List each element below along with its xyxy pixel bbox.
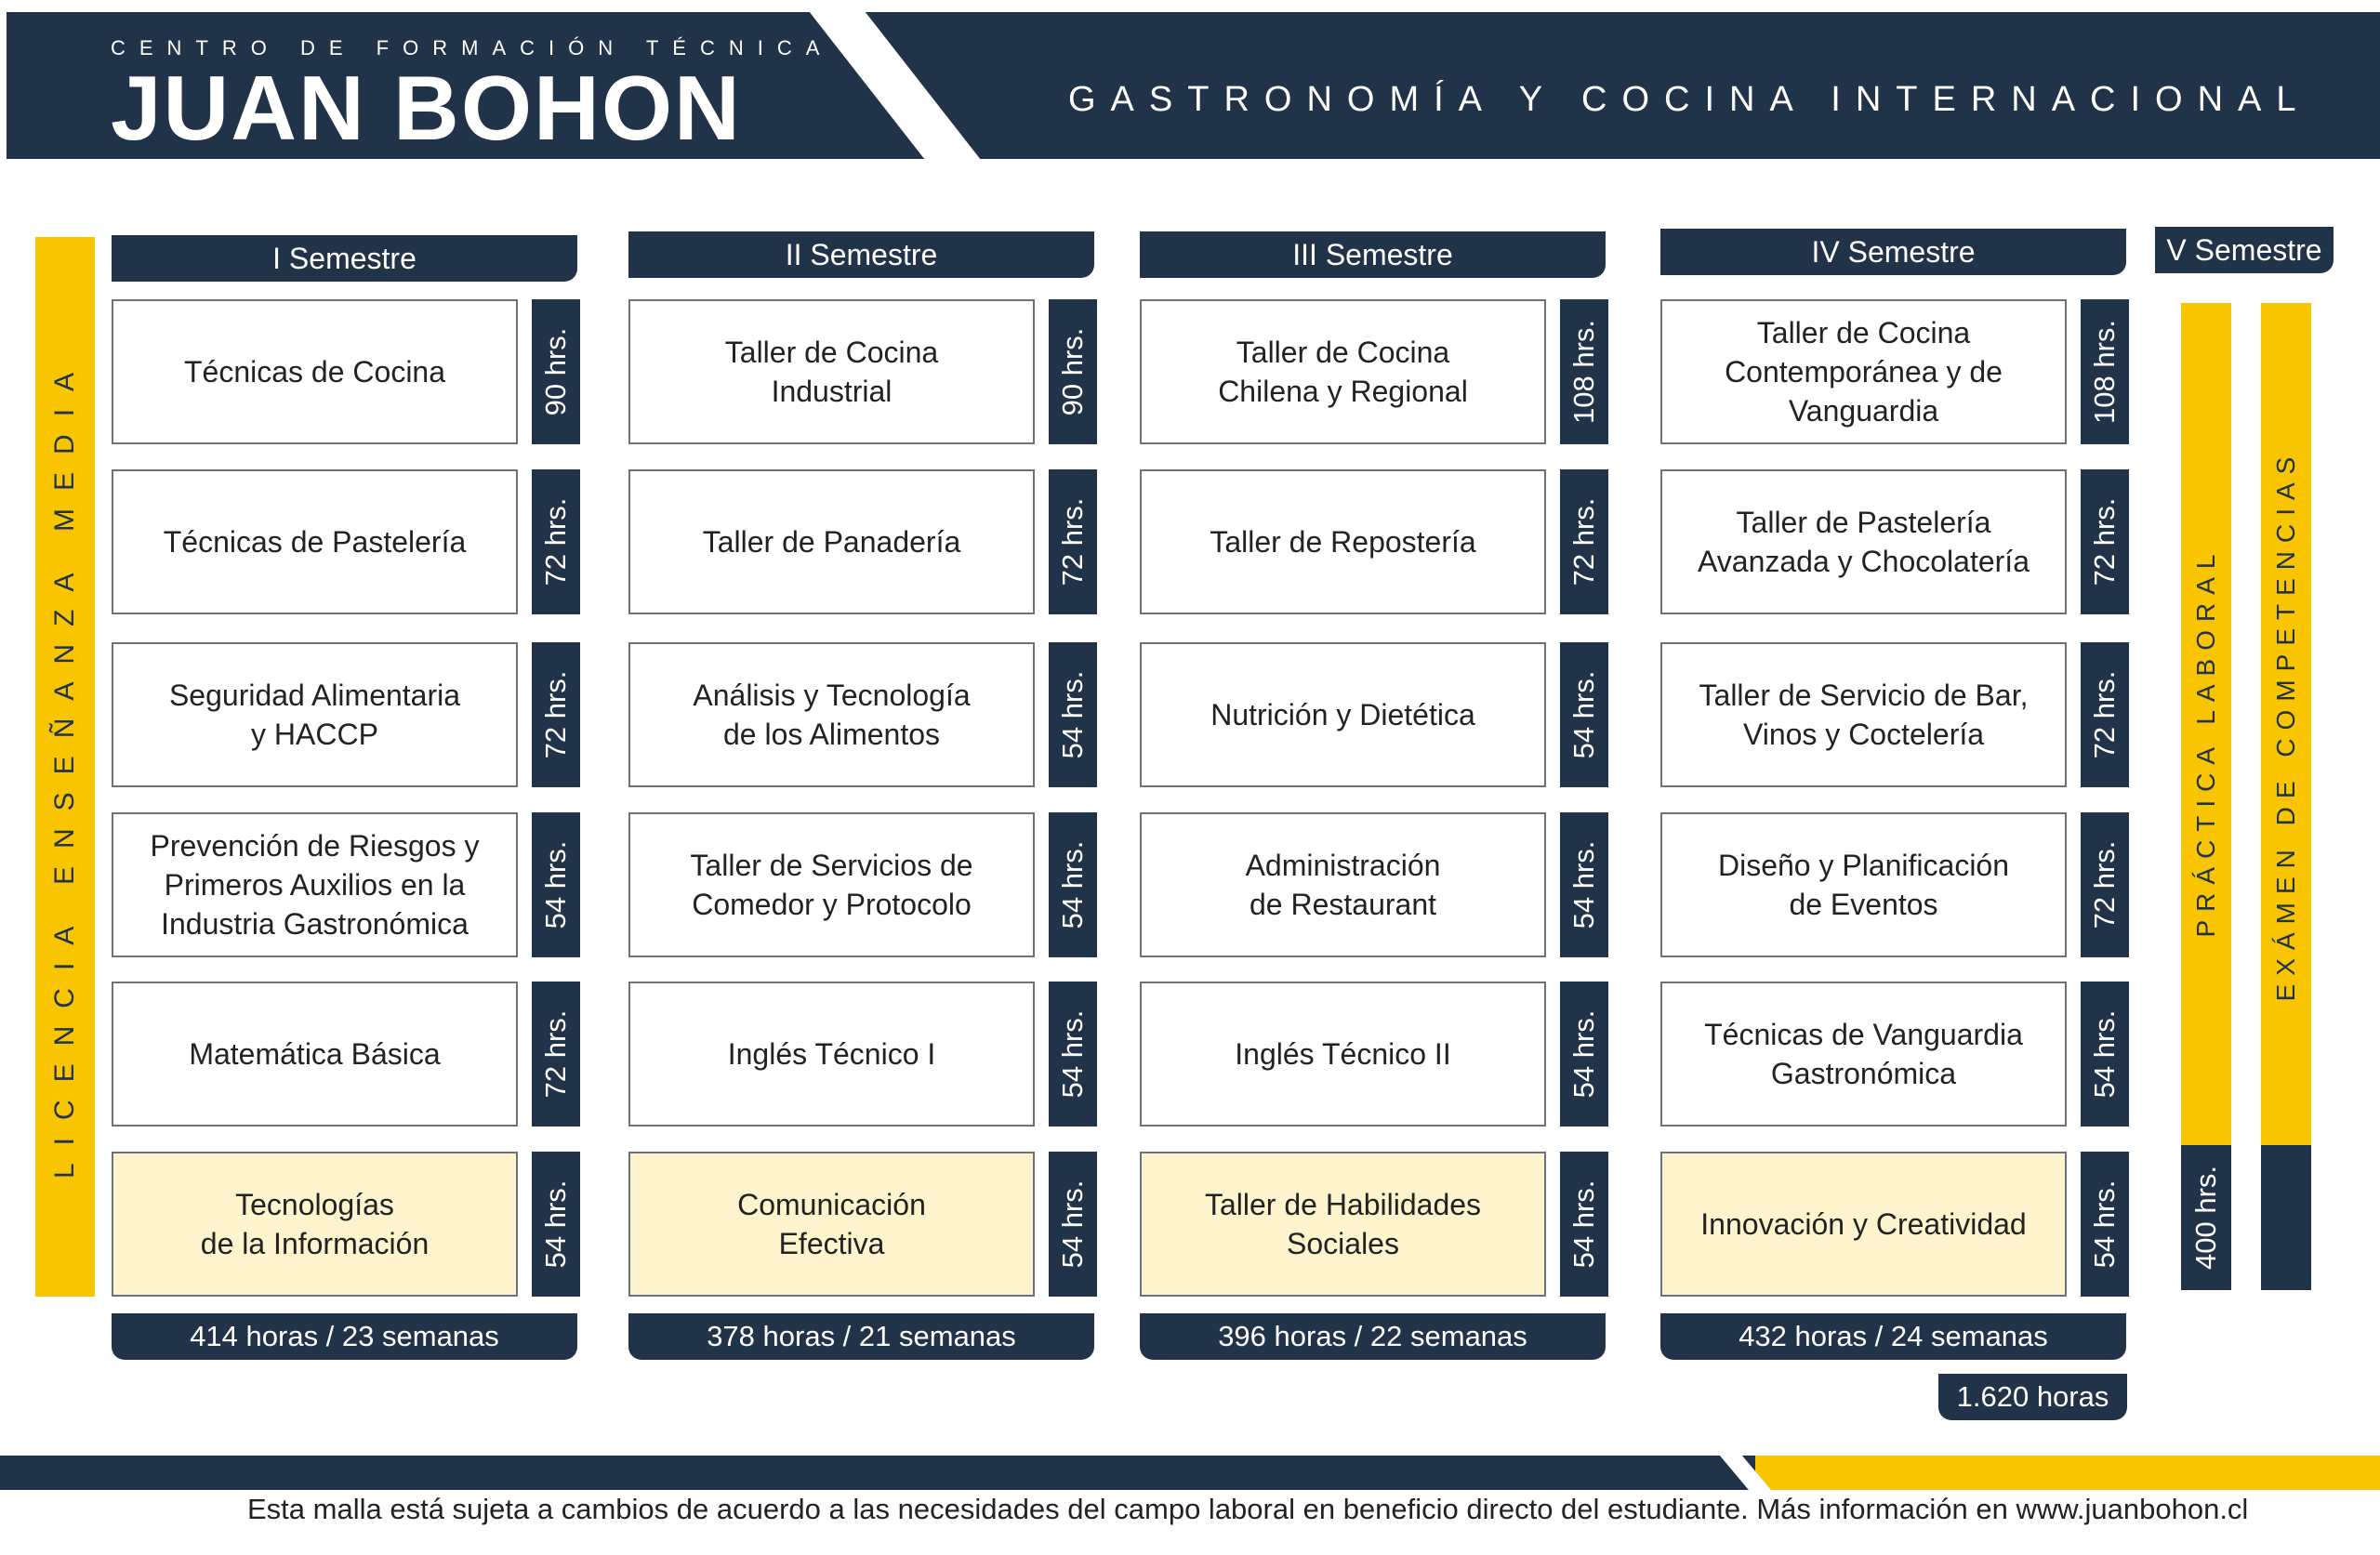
course-hours: 54 hrs. <box>1567 1009 1600 1099</box>
course-hours: 108 hrs. <box>2088 319 2121 425</box>
course-box: Inglés Técnico I <box>628 982 1035 1127</box>
semester-total: 432 horas / 24 semanas <box>1660 1313 2126 1360</box>
course-hours-box <box>532 1152 580 1297</box>
course-hours-box <box>1560 642 1608 787</box>
semester-header: II Semestre <box>628 231 1094 278</box>
course-box: Seguridad Alimentaria y HACCP <box>112 642 518 787</box>
course-box: Taller de Cocina Chilena y Regional <box>1140 299 1546 444</box>
course-hours-box <box>1049 642 1097 787</box>
course-box: Taller de Servicio de Bar, Vinos y Coctelería <box>1660 642 2067 787</box>
examen-dark-box <box>2261 1145 2311 1290</box>
course-hours: 54 hrs. <box>539 840 572 929</box>
semester-header: III Semestre <box>1140 231 1606 278</box>
course-hours: 72 hrs. <box>2088 497 2121 586</box>
course-hours-box <box>2081 812 2129 957</box>
course-hours-box <box>1560 469 1608 614</box>
course-box: Taller de Cocina Contemporánea y de Vanguardia <box>1660 299 2067 444</box>
course-hours-box <box>1049 299 1097 444</box>
course-hours-box <box>532 812 580 957</box>
course-box: Análisis y Tecnología de los Alimentos <box>628 642 1035 787</box>
side-label: LICENCIA ENSEÑANZA MEDIA <box>49 354 80 1179</box>
footer-bar-dark <box>0 1456 1766 1490</box>
course-hours: 54 hrs. <box>1567 840 1600 929</box>
course-hours-box <box>2081 1152 2129 1297</box>
course-box: Técnicas de Vanguardia Gastronómica <box>1660 982 2067 1127</box>
footer-note: Esta malla está sujeta a cambios de acuerdo a las necesidades del campo laboral en beneficio directo del estudiante. Más información en www.juanbohon.cl <box>247 1493 2249 1525</box>
course-hours-box <box>2081 982 2129 1127</box>
examen-bar <box>2261 303 2311 1147</box>
course-hours-box <box>1560 812 1608 957</box>
course-box: Diseño y Planificación de Eventos <box>1660 812 2067 957</box>
semester-v-header: V Semestre <box>2155 227 2334 273</box>
course-box: Taller de Pastelería Avanzada y Chocolatería <box>1660 469 2067 614</box>
course-hours: 54 hrs. <box>2088 1179 2121 1269</box>
course-hours: 72 hrs. <box>1056 497 1089 586</box>
course-hours: 72 hrs. <box>539 1009 572 1099</box>
course-hours: 54 hrs. <box>1056 840 1089 929</box>
course-hours: 72 hrs. <box>2088 840 2121 929</box>
footer-bar-yellow <box>1755 1456 2380 1490</box>
course-hours-box <box>532 299 580 444</box>
grand-total: 1.620 horas <box>1938 1374 2127 1420</box>
course-hours-box <box>2081 469 2129 614</box>
course-box: Tecnologías de la Información <box>112 1152 518 1297</box>
practica-hours-box <box>2181 1145 2231 1290</box>
practica-hours: 400 hrs. <box>2189 1165 2222 1271</box>
header-divider <box>810 12 1003 189</box>
semester-header: IV Semestre <box>1660 229 2126 275</box>
course-hours-box <box>2081 642 2129 787</box>
semester-total: 378 horas / 21 semanas <box>628 1313 1094 1360</box>
course-hours-box <box>532 642 580 787</box>
semester-header: I Semestre <box>112 235 577 282</box>
course-hours-box <box>1049 812 1097 957</box>
course-hours: 54 hrs. <box>539 1179 572 1269</box>
course-hours: 54 hrs. <box>1567 670 1600 759</box>
course-box: Taller de Panadería <box>628 469 1035 614</box>
course-hours-box <box>1049 469 1097 614</box>
course-box: Taller de Habilidades Sociales <box>1140 1152 1546 1297</box>
course-hours: 54 hrs. <box>1056 1009 1089 1099</box>
course-hours: 90 hrs. <box>539 327 572 416</box>
course-hours-box <box>1560 982 1608 1127</box>
course-hours: 72 hrs. <box>539 497 572 586</box>
practica-label: PRÁCTICA LABORAL <box>2191 546 2220 938</box>
course-box: Inglés Técnico II <box>1140 982 1546 1127</box>
course-box: Innovación y Creatividad <box>1660 1152 2067 1297</box>
course-box: Técnicas de Cocina <box>112 299 518 444</box>
practica-bar <box>2181 303 2231 1147</box>
course-box: Taller de Cocina Industrial <box>628 299 1035 444</box>
course-hours: 90 hrs. <box>1056 327 1089 416</box>
course-hours-box <box>532 982 580 1127</box>
course-hours: 54 hrs. <box>1056 1179 1089 1269</box>
course-hours-box <box>2081 299 2129 444</box>
course-box: Comunicación Efectiva <box>628 1152 1035 1297</box>
course-hours-box <box>1560 299 1608 444</box>
examen-label: EXÁMEN DE COMPETENCIAS <box>2271 448 2300 1002</box>
course-hours: 108 hrs. <box>1567 319 1600 425</box>
course-hours-box <box>1049 1152 1097 1297</box>
semester-total: 396 horas / 22 semanas <box>1140 1313 1606 1360</box>
course-hours-box <box>532 469 580 614</box>
course-hours-box <box>1560 1152 1608 1297</box>
semester-total: 414 horas / 23 semanas <box>112 1313 577 1360</box>
course-hours: 54 hrs. <box>2088 1009 2121 1099</box>
course-hours-box <box>1049 982 1097 1127</box>
course-box: Matemática Básica <box>112 982 518 1127</box>
course-hours: 72 hrs. <box>539 670 572 759</box>
course-hours: 54 hrs. <box>1567 1179 1600 1269</box>
course-hours: 54 hrs. <box>1056 670 1089 759</box>
institution-kicker: CENTRO DE FORMACIÓN TÉCNICA <box>111 36 834 59</box>
page-header <box>7 12 2380 159</box>
course-box: Prevención de Riesgos y Primeros Auxilios en la Industria Gastronómica <box>112 812 518 957</box>
course-box: Taller de Repostería <box>1140 469 1546 614</box>
course-hours: 72 hrs. <box>1567 497 1600 586</box>
program-title: GASTRONOMÍA Y COCINA INTERNACIONAL <box>1068 80 2311 119</box>
course-hours: 72 hrs. <box>2088 670 2121 759</box>
course-box: Administración de Restaurant <box>1140 812 1546 957</box>
course-box: Taller de Servicios de Comedor y Protocolo <box>628 812 1035 957</box>
course-box: Nutrición y Dietética <box>1140 642 1546 787</box>
institution-name: JUAN BOHON <box>111 57 742 159</box>
course-box: Técnicas de Pastelería <box>112 469 518 614</box>
